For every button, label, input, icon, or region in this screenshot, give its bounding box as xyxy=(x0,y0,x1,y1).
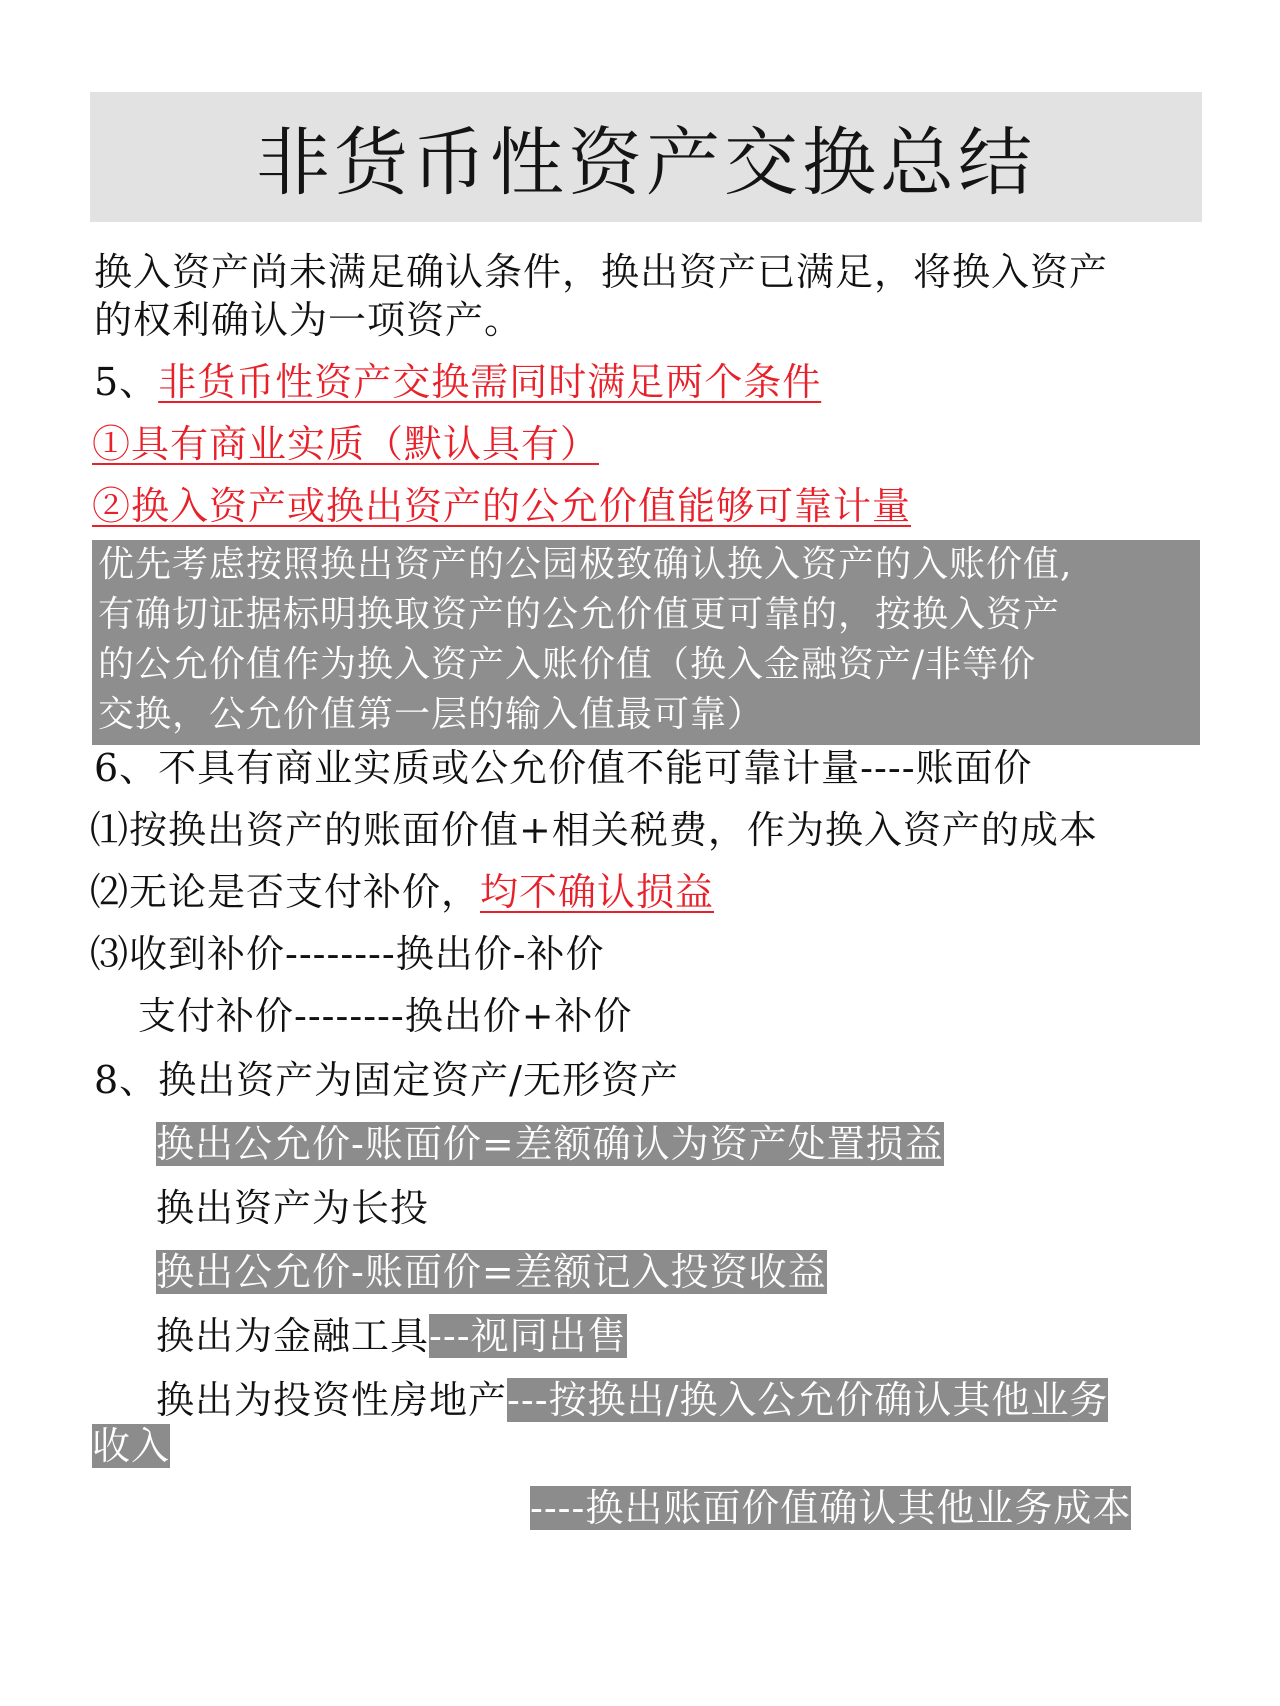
note-line-1: 优先考虑按照换出资产的公园极致确认换入资产的入账价值, xyxy=(98,544,1073,585)
title-banner xyxy=(90,92,1202,222)
investment-property-rule-2: ----换出账面价值确认其他业务成本 xyxy=(530,1486,1132,1530)
fixed-asset-rule-text: 换出公允价-账面价=差额确认为资产处置损益 xyxy=(156,1122,944,1166)
intro-line-1: 换入资产尚未满足确认条件，换出资产已满足，将换入资产 xyxy=(94,250,1109,294)
section-5-number: 5、 xyxy=(94,360,159,404)
item-2-text: ⑵无论是否支付补价， xyxy=(90,870,481,914)
section-6-item-1: ⑴按换出资产的账面价值+相关税费，作为换入资产的成本 xyxy=(90,808,1098,852)
investment-property-cont xyxy=(92,1422,170,1470)
fair-value-note xyxy=(92,540,1200,745)
investment-property-cost xyxy=(530,1484,1131,1532)
long-term-rule xyxy=(156,1248,827,1296)
note-line-2: 有确切证据标明换取资产的公允价值更可靠的，按换入资产 xyxy=(98,594,1061,635)
page-title: 非货币性资产交换总结 xyxy=(256,120,1036,206)
investment-property-label: 换出为投资性房地产 xyxy=(156,1378,508,1422)
fixed-asset-rule xyxy=(156,1120,944,1168)
financial-instrument-line xyxy=(156,1312,627,1360)
section-6-item-3b: 支付补价--------换出价+补价 xyxy=(138,994,633,1038)
section-8-heading: 8、换出资产为固定资产/无形资产 xyxy=(94,1058,679,1102)
note-line-3: 的公允价值作为换入资产入账价值（换入金融资产/非等价 xyxy=(98,644,1037,685)
investment-property-rule-1: ---按换出/换入公允价确认其他业务 xyxy=(507,1378,1109,1422)
section-6-item-2 xyxy=(90,868,714,916)
section-6-heading: 6、不具有商业实质或公允价值不能可靠计量----账面价 xyxy=(94,746,1033,790)
intro-line-2: 的权利确认为一项资产。 xyxy=(94,298,524,342)
investment-property-line xyxy=(156,1376,1108,1424)
section-5-title: 非货币性资产交换需同时满足两个条件 xyxy=(158,360,822,404)
condition-2: ②换入资产或换出资产的公允价值能够可靠计量 xyxy=(92,484,912,528)
note-line-4: 交换，公允价值第一层的输入值最可靠） xyxy=(98,694,765,735)
financial-instrument-label: 换出为金融工具 xyxy=(156,1314,430,1358)
condition-1: ①具有商业实质（默认具有） xyxy=(92,422,600,466)
investment-property-rule-1-cont: 收入 xyxy=(92,1424,171,1468)
section-6-item-3: ⑶收到补价--------换出价-补价 xyxy=(90,932,605,976)
long-term-rule-text: 换出公允价-账面价=差额记入投资收益 xyxy=(156,1250,827,1294)
item-2-emphasis: 均不确认损益 xyxy=(480,870,715,914)
section-5-heading xyxy=(94,358,821,406)
long-term-heading: 换出资产为长投 xyxy=(156,1186,430,1230)
financial-instrument-rule: ---视同出售 xyxy=(429,1314,627,1358)
